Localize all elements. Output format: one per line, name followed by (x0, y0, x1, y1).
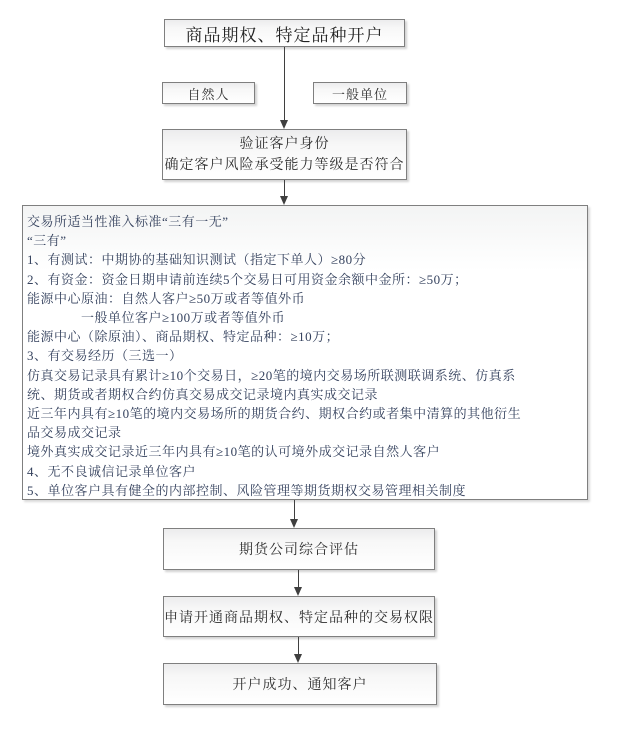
arrow-shaft (298, 637, 299, 655)
natural-person-label: 自然人 (187, 86, 230, 102)
success-label: 开户成功、通知客户 (232, 678, 368, 693)
success-node (163, 663, 437, 705)
criteria-line: 仿真交易记录具有累计≥10个交易日，≥20笔的境内交易场所联测联调系统、仿真系 (27, 367, 516, 383)
verify-line-1: 验证客户身份 (239, 136, 330, 152)
criteria-line: 交易所适当性准入标准“三有一无” (27, 214, 229, 229)
criteria-line: 能源中心（除原油）、商品期权、特定品种：≥10万； (27, 329, 340, 345)
arrow-head-icon (280, 196, 288, 205)
natural-person-node (162, 82, 255, 104)
criteria-line: 近三年内具有≥10笔的境内交易场所的期货合约、期权合约或者集中清算的其他衍生 (27, 406, 522, 422)
arrow-head-icon (294, 587, 302, 596)
arrow-head-icon (290, 519, 298, 528)
criteria-line: 能源中心原油：自然人客户≥50万或者等值外币 (27, 290, 306, 306)
down-arrow-verify-to-criteria (280, 180, 289, 205)
criteria-line: 一般单位客户≥100万或者等值外币 (27, 310, 286, 326)
criteria-line: 品交易成交记录 (27, 425, 122, 441)
down-arrow-apply-to-success (294, 637, 303, 663)
admission-criteria-node (22, 205, 588, 500)
general-unit-label: 一般单位 (331, 86, 388, 102)
arrow-shaft (294, 500, 295, 520)
title-node (164, 19, 405, 47)
criteria-line: 5、单位客户具有健全的内部控制、风险管理等期货期权交易管理相关制度 (27, 482, 467, 498)
arrow-shaft (284, 180, 285, 197)
criteria-line: “三有” (27, 233, 67, 249)
down-arrow-title-to-verify (280, 47, 289, 129)
arrow-shaft (284, 47, 285, 121)
apply-permission-node (163, 596, 435, 637)
down-arrow-evaluation-to-apply (294, 570, 303, 596)
criteria-line: 4、无不良诚信记录单位客户 (27, 463, 197, 479)
arrow-head-icon (280, 120, 288, 129)
verify-identity-node (162, 129, 407, 180)
arrow-head-icon (294, 654, 302, 663)
criteria-line: 3、有交易经历（三选一） (27, 348, 183, 364)
evaluation-node (163, 528, 435, 570)
criteria-line: 境外真实成交记录近三年内具有≥10笔的认可境外成交记录自然人客户 (27, 444, 441, 460)
general-unit-node (313, 82, 407, 104)
down-arrow-criteria-to-evaluation (290, 500, 299, 528)
evaluation-label: 期货公司综合评估 (239, 543, 359, 558)
arrow-shaft (298, 570, 299, 588)
apply-label: 申请开通商品期权、特定品种的交易权限 (164, 610, 434, 626)
verify-line-2: 确定客户风险承受能力等级是否符合 (164, 157, 405, 173)
criteria-line: 统、期货或者期权合约仿真交易成交记录境内真实成交记录 (27, 386, 379, 402)
criteria-line: 1、有测试：中期协的基础知识测试（指定下单人）≥80分 (27, 252, 367, 268)
title-label: 商品期权、特定品种开户 (185, 25, 384, 45)
criteria-line: 2、有资金：资金日期申请前连续5个交易日可用资金余额中金所：≥50万； (27, 271, 468, 287)
